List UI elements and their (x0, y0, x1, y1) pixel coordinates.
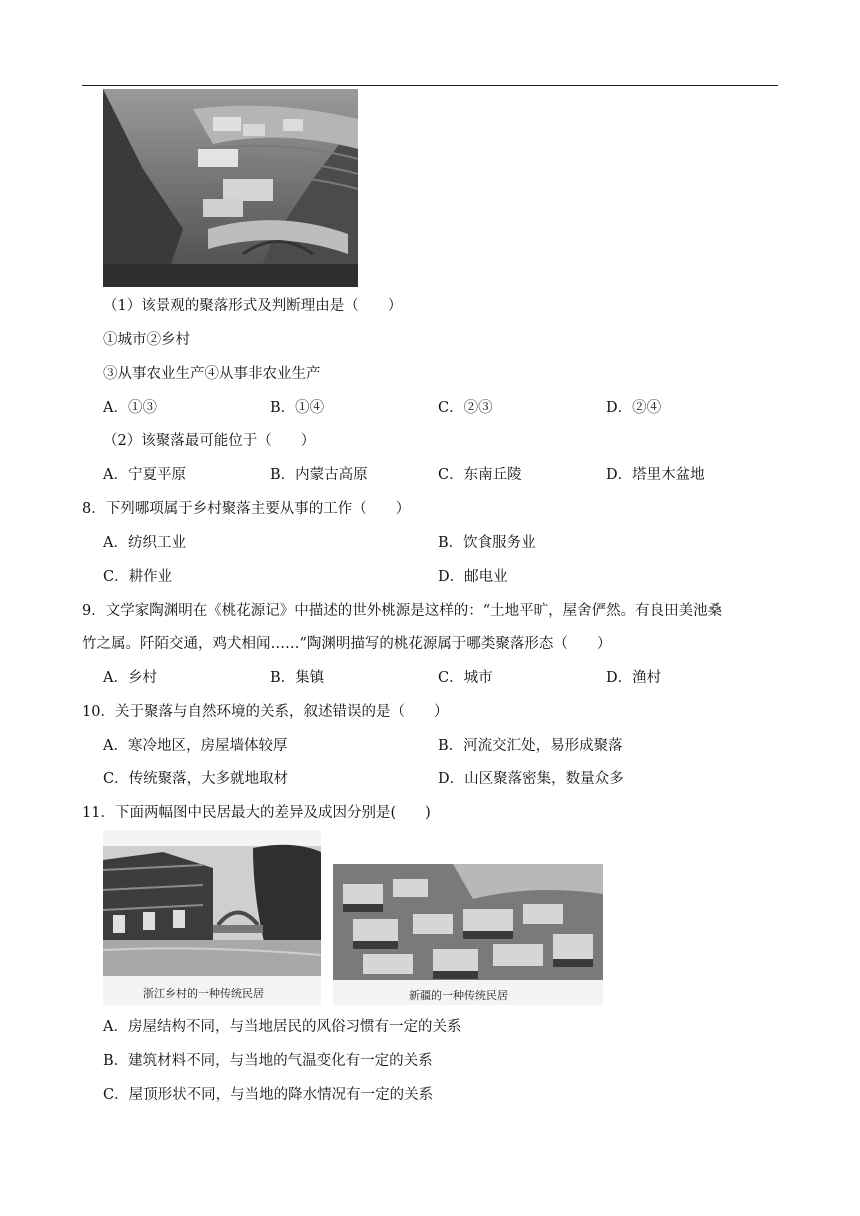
q9-stem-line2: 竹之属。阡陌交通，鸡犬相闻……”陶渊明描写的桃花源属于哪类聚落形态（ ） (82, 636, 612, 652)
q10-choice-d: D．山区聚落密集，数量众多 (438, 771, 624, 787)
q7-sub2: （2）该聚落最可能位于（ ） (103, 433, 316, 449)
q11-stem: 11．下面两幅图中民居最大的差异及成因分别是( ) (82, 805, 431, 821)
q7-choice-c: C．②③ (438, 400, 493, 416)
q9-choice-c: C．城市 (438, 670, 493, 686)
q10-choice-c: C．传统聚落，大多就地取材 (103, 771, 289, 787)
q11-choice-c: C．屋顶形状不同，与当地的降水情况有一定的关系 (103, 1087, 434, 1103)
header-rule (82, 85, 778, 86)
xinjiang-caption: 新疆的一种传统民居 (409, 989, 508, 1002)
q7-option-line2: ③从事农业生产④从事非农业生产 (103, 366, 321, 382)
q7-sub2-choice-a: A．宁夏平原 (103, 467, 186, 483)
q8-choice-d: D．邮电业 (438, 569, 508, 585)
q8-stem: 8．下列哪项属于乡村聚落主要从事的工作（ ） (82, 501, 411, 517)
q10-choice-a: A．寒冷地区，房屋墙体较厚 (103, 738, 288, 754)
q7-option-line1: ①城市②乡村 (103, 332, 190, 348)
q8-choice-b: B．饮食服务业 (438, 535, 536, 551)
q10-stem: 10．关于聚落与自然环境的关系，叙述错误的是（ ） (82, 704, 449, 720)
q9-choice-b: B．集镇 (270, 670, 325, 686)
q7-choice-b: B．①④ (270, 400, 325, 416)
q10-choice-b: B．河流交汇处，易形成聚落 (438, 738, 623, 754)
q8-choice-a: A．纺织工业 (103, 535, 186, 551)
q11-choice-a: A．房屋结构不同，与当地居民的风俗习惯有一定的关系 (103, 1019, 462, 1035)
q11-choice-b: B．建筑材料不同，与当地的气温变化有一定的关系 (103, 1053, 433, 1069)
q7-sub1: （1）该景观的聚落形式及判断理由是（ ） (103, 298, 403, 314)
q9-choice-d: D．渔村 (606, 670, 662, 686)
village-landscape-photo (103, 89, 358, 287)
q9-stem-line1: 9．文学家陶渊明在《桃花源记》中描述的世外桃源是这样的：“土地平旷，屋舍俨然。有良田美池桑 (82, 603, 723, 619)
q7-choice-a: A．①③ (103, 400, 157, 416)
zhejiang-caption: 浙江乡村的一种传统民居 (143, 987, 264, 1000)
q7-sub2-choice-b: B．内蒙古高原 (270, 467, 368, 483)
q8-choice-c: C．耕作业 (103, 569, 173, 585)
xinjiang-dwelling-photo (333, 864, 603, 1005)
q7-sub2-choice-c: C．东南丘陵 (438, 467, 522, 483)
zhejiang-dwelling-photo (103, 830, 321, 1005)
q9-choice-a: A．乡村 (103, 670, 157, 686)
q7-sub2-choice-d: D．塔里木盆地 (606, 467, 705, 483)
q7-choice-d: D．②④ (606, 400, 662, 416)
